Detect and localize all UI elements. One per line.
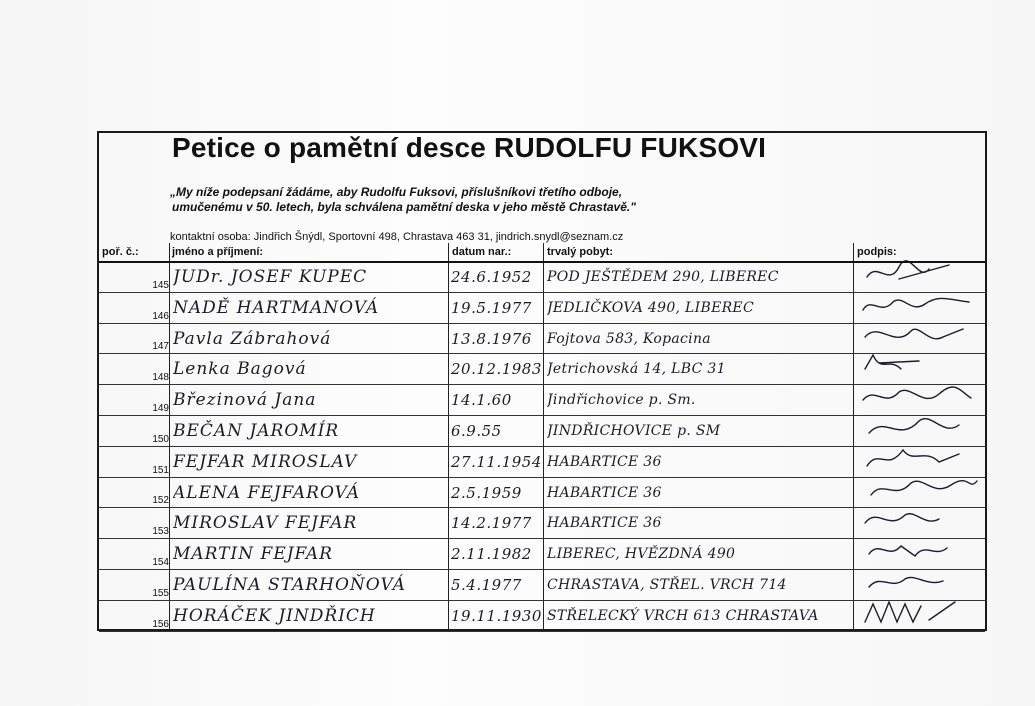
signer-address: LIBEREC, HVĚZDNÁ 490	[547, 546, 736, 563]
row-divider	[99, 384, 985, 385]
table-row	[99, 569, 985, 600]
row-number: 145	[152, 279, 169, 291]
statement-line-1: „My níže podepsaní žádáme, aby Rudolfu Fuksovi, příslušníkovi třetího odboje,	[170, 185, 623, 199]
signer-birth-date: 14.1.60	[451, 391, 512, 410]
signer-address: JINDŘICHOVICE p. SM	[547, 423, 721, 439]
handwritten-signature	[859, 384, 985, 414]
table-row	[99, 384, 985, 415]
signer-name: HORÁČEK JINDŘICH	[173, 605, 376, 626]
header-number: poř. č.:	[102, 246, 139, 258]
handwritten-signature	[859, 353, 985, 383]
handwritten-signature	[859, 446, 985, 476]
table-row	[99, 507, 985, 538]
signer-name: ALENA FEJFAROVÁ	[173, 482, 360, 503]
header-dob: datum nar.:	[452, 246, 512, 258]
handwritten-signature	[859, 569, 985, 599]
signer-name: FEJFAR MIROSLAV	[173, 451, 358, 472]
signer-address: Jetrichovská 14, LBC 31	[547, 361, 726, 378]
signer-birth-date: 6.9.55	[451, 422, 502, 440]
signer-birth-date: 13.8.1976	[451, 329, 532, 348]
table-row	[99, 261, 985, 292]
row-divider	[99, 415, 985, 416]
table-row	[99, 477, 985, 508]
signer-name: Lenka Bagová	[173, 359, 307, 380]
row-divider	[99, 292, 985, 293]
row-number: 150	[152, 433, 169, 445]
row-number: 147	[152, 341, 169, 353]
row-number: 148	[152, 372, 169, 384]
signer-address: HABARTICE 36	[547, 484, 662, 501]
table-row	[99, 538, 985, 569]
signer-name: NADĚ HARTMANOVÁ	[173, 297, 380, 318]
table-row	[99, 323, 985, 354]
signer-name: Pavla Zábrahová	[173, 328, 332, 349]
header-divider	[99, 261, 985, 263]
row-divider	[99, 446, 985, 447]
row-divider	[99, 538, 985, 539]
contact-person: kontaktní osoba: Jindřich Šnýdl, Sportovní 498, Chrastava 463 31, jindrich.snydl@seznam.cz	[170, 231, 624, 243]
table-row	[99, 446, 985, 477]
row-number: 154	[152, 556, 169, 568]
table-row	[99, 353, 985, 384]
handwritten-signature	[859, 538, 985, 568]
signature-table	[99, 243, 985, 631]
row-divider	[99, 631, 985, 632]
document-title: Petice o pamětní desce RUDOLFU FUKSOVI	[172, 132, 767, 163]
header-name: jméno a příjmení:	[172, 246, 264, 258]
row-divider	[99, 353, 985, 354]
row-number: 153	[152, 526, 169, 538]
handwritten-signature	[859, 323, 985, 353]
row-number: 149	[152, 402, 169, 414]
handwritten-signature	[859, 477, 985, 507]
signer-birth-date: 20.12.1983	[451, 360, 542, 379]
row-divider	[99, 323, 985, 324]
signer-birth-date: 5.4.1977	[451, 576, 522, 594]
table-row	[99, 292, 985, 323]
signer-address: CHRASTAVA, STŘEL. VRCH 714	[547, 577, 787, 593]
signer-birth-date: 2.11.1982	[451, 545, 532, 564]
table-row	[99, 600, 985, 631]
row-divider	[99, 477, 985, 478]
handwritten-signature	[859, 415, 985, 445]
signer-name: BEČAN JAROMÍR	[173, 421, 340, 441]
petition-statement	[170, 185, 870, 215]
signer-name: JUDr. JOSEF KUPEC	[173, 267, 368, 287]
signer-birth-date: 19.5.1977	[451, 298, 532, 317]
statement-line-2: umučenému v 50. letech, byla schválena pamětní deska v jeho městě Chrastavě."	[172, 200, 636, 214]
handwritten-signature	[859, 292, 985, 322]
row-divider	[99, 507, 985, 508]
signer-address: HABARTICE 36	[547, 453, 662, 470]
header-signature: podpis:	[857, 246, 897, 258]
signer-name: MARTIN FEJFAR	[173, 544, 333, 565]
table-row	[99, 415, 985, 446]
handwritten-signature	[859, 261, 985, 291]
signer-birth-date: 24.6.1952	[451, 268, 532, 286]
signer-birth-date: 14.2.1977	[451, 514, 532, 533]
signer-birth-date: 19.11.1930	[451, 606, 542, 625]
signer-address: Jindřichovice p. Sm.	[547, 392, 696, 409]
signer-birth-date: 2.5.1959	[451, 483, 522, 502]
signer-birth-date: 27.11.1954	[451, 452, 542, 471]
row-divider	[99, 569, 985, 570]
signer-address: Fojtova 583, Kopacina	[547, 330, 711, 347]
signer-address: JEDLIČKOVA 490, LIBEREC	[547, 299, 754, 316]
signer-name: Březinová Jana	[173, 390, 317, 411]
row-number: 156	[152, 618, 169, 630]
header-address: trvalý pobyt:	[547, 246, 614, 258]
signer-address: POD JEŠTĚDEM 290, LIBEREC	[547, 269, 779, 285]
signer-name: MIROSLAV FEJFAR	[173, 513, 358, 534]
row-number: 146	[152, 310, 169, 322]
row-divider	[99, 600, 985, 601]
row-number: 151	[152, 464, 169, 476]
signer-name: PAULÍNA STARHOŇOVÁ	[173, 575, 406, 595]
row-number: 155	[152, 587, 169, 599]
row-number: 152	[152, 495, 169, 507]
signer-address: HABARTICE 36	[547, 515, 662, 532]
signer-address: STŘELECKÝ VRCH 613 CHRASTAVA	[547, 607, 819, 624]
handwritten-signature	[859, 600, 985, 630]
handwritten-signature	[859, 507, 985, 537]
